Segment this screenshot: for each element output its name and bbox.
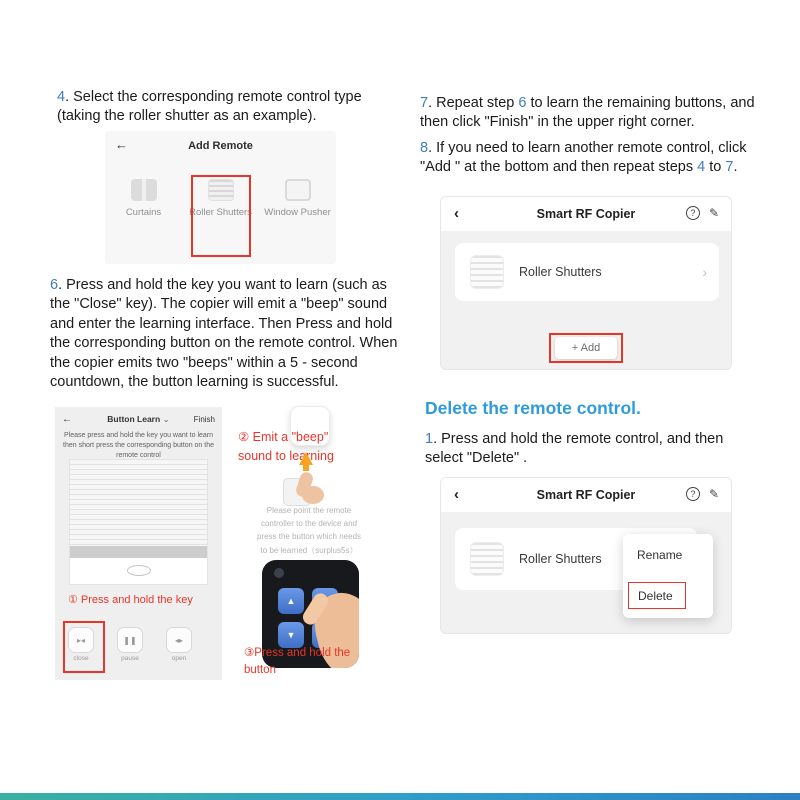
copier-header-actions xyxy=(686,487,719,501)
device-type-window-pusher[interactable] xyxy=(263,179,333,218)
step-8-body-2: to xyxy=(705,159,726,176)
step-8-ref-4: 4 xyxy=(697,159,706,176)
annotation-emit-beep-line1: ② Emit a "beep" xyxy=(238,430,329,444)
step-1-text xyxy=(425,430,765,469)
back-arrow-icon[interactable]: ← xyxy=(62,414,72,425)
delete-highlight-box xyxy=(628,582,686,609)
device-type-label: Roller Shutters xyxy=(189,207,252,218)
context-menu xyxy=(623,534,713,618)
chevron-down-icon: ⌄ xyxy=(162,414,170,424)
finish-button[interactable]: Finish xyxy=(193,415,215,424)
help-icon[interactable]: ? xyxy=(686,206,700,220)
device-type-label: Window Pusher xyxy=(264,207,331,218)
button-learn-title xyxy=(62,414,215,425)
button-learn-instructions: Please press and hold the key you want to learn then short press the corresponding button on the remote control xyxy=(63,432,214,459)
roller-shutters-highlight-box xyxy=(191,175,251,257)
step-8-text xyxy=(420,139,770,178)
edit-icon[interactable]: ✎ xyxy=(708,206,719,220)
remote-down-button-icon: ▼ xyxy=(278,622,304,648)
step-7-body-1: . Repeat step xyxy=(428,95,519,111)
close-key-label: close xyxy=(73,655,89,662)
step-8-ref-7: 7 xyxy=(725,159,734,176)
menu-item-delete[interactable]: Delete xyxy=(638,588,673,603)
step-1-body: . Press and hold the remote control, and then select "Delete" . xyxy=(425,431,724,467)
palm-graphic xyxy=(302,486,324,504)
step-4-text xyxy=(57,88,379,127)
step-8-number: 8 xyxy=(420,140,429,156)
copier-title: Smart RF Copier xyxy=(536,488,636,502)
button-learn-screen xyxy=(55,407,222,680)
roller-shutter-graphic xyxy=(69,459,208,585)
learning-hint-text xyxy=(240,504,378,557)
annotation-emit-beep-line2: sound to learning xyxy=(238,449,334,464)
open-key[interactable] xyxy=(165,627,193,662)
remote-led-icon xyxy=(274,568,284,578)
shutter-rail xyxy=(70,546,207,558)
add-button[interactable]: + Add xyxy=(555,337,617,359)
step-7-text xyxy=(420,94,766,133)
menu-item-rename[interactable]: Rename xyxy=(637,548,683,562)
step-7-number: 7 xyxy=(420,95,429,111)
window-pusher-icon xyxy=(285,179,311,201)
step-4-body: . Select the corresponding remote control type (taking the roller shutter as an example). xyxy=(57,89,362,125)
shutter-handle xyxy=(127,565,151,576)
step-1-number: 1 xyxy=(425,431,434,447)
roller-shutters-label: Roller Shutters xyxy=(519,265,602,279)
annotation-press-hold-button xyxy=(244,645,384,680)
footer-accent-bar xyxy=(0,793,800,800)
back-chevron-icon[interactable]: ‹ xyxy=(454,205,459,222)
hint-line: controller to the device and xyxy=(260,519,358,529)
add-remote-title: Add Remote xyxy=(188,140,253,152)
step-6-body: . Press and hold the key you want to learn (such as the "Close" key). The copier will emit a "beep" sound and enter the learning interface. Then Press and hold the corresponding button on the remote control. When the copier emits two "beeps" within a 5 - second countdown, the button learning is successful. xyxy=(50,277,398,391)
annotation-press-hold-key: ① Press and hold the key xyxy=(68,594,193,606)
annotation-press-hold-button-line1: ③Press and hold the xyxy=(244,647,351,659)
smart-rf-copier-delete-screen xyxy=(440,477,732,634)
open-key-icon: ◂▸ xyxy=(166,627,192,653)
roller-shutters-label: Roller Shutters xyxy=(519,552,602,566)
hint-line: Please point the remote xyxy=(266,506,352,515)
copier-title: Smart RF Copier xyxy=(536,207,636,221)
step-4-number: 4 xyxy=(57,89,66,105)
close-key-icon: ▸◂ xyxy=(68,627,94,653)
edit-icon[interactable]: ✎ xyxy=(708,487,719,501)
roller-shutters-row[interactable] xyxy=(455,243,719,301)
step-7-ref-6: 6 xyxy=(518,95,527,111)
chevron-right-icon: › xyxy=(702,264,707,280)
step-8-body-1: . If you need to learn another remote control, click "Add " at the bottom and then repeat steps xyxy=(420,140,747,176)
help-icon[interactable]: ? xyxy=(686,487,700,501)
step-8-body-3: . xyxy=(733,159,738,176)
copier-header xyxy=(441,197,731,231)
device-type-curtains[interactable] xyxy=(109,179,179,218)
pause-key-icon: ❚❚ xyxy=(117,627,143,653)
roller-shutters-icon xyxy=(470,255,504,289)
smart-rf-copier-screen xyxy=(440,196,732,370)
button-learn-title-text: Button Learn xyxy=(107,414,161,424)
close-key-highlight-box xyxy=(63,621,105,673)
copier-header-actions xyxy=(686,206,719,220)
hint-line: press the button which needs xyxy=(256,532,362,542)
add-remote-screen xyxy=(105,131,336,264)
annotation-press-hold-button-line2: button xyxy=(244,664,276,677)
pause-key[interactable] xyxy=(116,627,144,662)
curtains-icon xyxy=(131,179,157,201)
delete-section-heading: Delete the remote control. xyxy=(425,398,641,418)
device-type-label: Curtains xyxy=(125,207,162,218)
back-chevron-icon[interactable]: ‹ xyxy=(454,486,459,503)
button-learn-header xyxy=(62,414,215,426)
remote-up-button-icon: ▲ xyxy=(278,588,304,614)
hand-with-remote-graphic xyxy=(283,472,327,508)
hint-line: to be learned（surplus5s） xyxy=(260,545,358,555)
step-6-text xyxy=(50,276,402,393)
roller-shutters-icon xyxy=(470,542,504,576)
pause-key-label: pause xyxy=(121,655,139,662)
back-arrow-icon[interactable]: ← xyxy=(115,137,128,152)
shutter-slats xyxy=(70,460,207,546)
step-7-body-2: to learn the remaining buttons, and then click "Finish" in the upper right corner. xyxy=(420,95,755,131)
step-6-number: 6 xyxy=(50,277,59,293)
up-arrow-stem xyxy=(303,464,309,471)
copier-header xyxy=(441,478,731,512)
open-key-label: open xyxy=(171,655,187,662)
